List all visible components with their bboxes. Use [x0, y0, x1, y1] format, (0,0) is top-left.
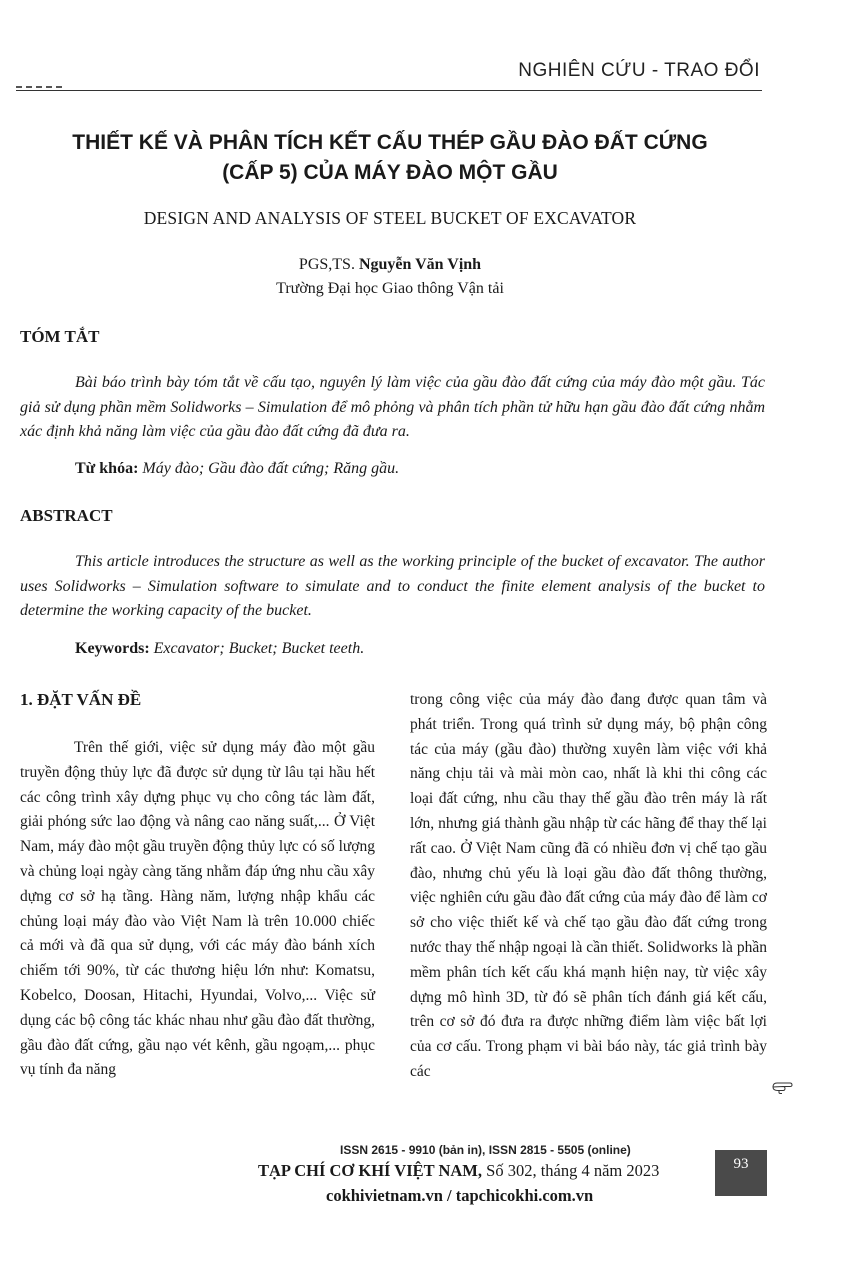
abstract-keywords: [75, 640, 364, 658]
tomtat-heading: TÓM TẮT: [20, 327, 100, 346]
section-label: NGHIÊN CỨU - TRAO ĐỔI: [518, 60, 760, 81]
tomtat-keywords-value: Máy đào; Gầu đào đất cứng; Răng gầu.: [142, 460, 400, 477]
abstract-heading: ABSTRACT: [20, 506, 113, 525]
article-title: [20, 128, 760, 188]
section-1-left-column: Trên thế giới, việc sử dụng máy đào một gầu truyền động thủy lực đã được sử dụng từ lâu tại hầu hết các công trình xây dựng phục vụ cho công tác làm đất, giải phóng sức lao động và nâng cao năng suất,... Ở Việt Nam, máy đào một gầu truyền động thủy lực có số lượng và chủng loại ngày càng tăng nhằm đáp ứng nhu cầu xây dựng cơ sở hạ tầng. Hàng năm, lượng nhập khẩu các chủng loại máy đào vào Việt Nam là trên 10.000 chiếc cả mới và đã qua sử dụng, với các máy đào bánh xích chiếm tới 90%, từ các thương hiệu lớn như: Komatsu, Kobelco, Doosan, Hitachi, Hyundai, Volvo,... Việc sử dụng các bộ công tác khác nhau như gầu đào đất thường, gầu đào đất cứng, gầu nạo vét kênh, gầu ngoạm,... phục vụ tính đa năng: [20, 739, 375, 1079]
abstract-keywords-value: Excavator; Bucket; Bucket teeth.: [153, 640, 365, 657]
author-prefix: PGS,TS.: [298, 256, 355, 273]
affiliation: Trường Đại học Giao thông Vận tải: [276, 280, 504, 297]
page-number: 93: [733, 1156, 749, 1172]
abstract-keywords-label: Keywords:: [75, 640, 150, 657]
footer-journal: [258, 1161, 659, 1181]
author-line: [20, 256, 760, 274]
header-rule: [16, 90, 762, 91]
tomtat-keywords: [75, 460, 399, 478]
footer-journal-name: TẠP CHÍ CƠ KHÍ VIỆT NAM,: [258, 1161, 483, 1180]
footer-websites: cokhivietnam.vn / tapchicokhi.com.vn: [326, 1186, 594, 1205]
page-number-box: [715, 1150, 767, 1196]
tomtat-body: Bài báo trình bày tóm tắt về cấu tạo, nguyên lý làm việc của gầu đào đất cứng của máy đào một gầu. Tác giả sử dụng phần mềm Solidworks – Simulation để mô phỏng và phân tích phần tử hữu hạn gầu đào đất cứng nhằm xác định khả năng làm việc của gầu đào đất cứng đã đưa ra.: [20, 374, 765, 440]
english-title: DESIGN AND ANALYSIS OF STEEL BUCKET OF EXCAVATOR: [143, 208, 637, 228]
author-name: Nguyễn Văn Vịnh: [358, 256, 482, 273]
title-line-1: THIẾT KẾ VÀ PHÂN TÍCH KẾT CẤU THÉP GẦU ĐÀO ĐẤT CỨNG: [72, 131, 708, 154]
section-1-right-column: trong công việc của máy đào đang được quan tâm và phát triển. Trong quá trình sử dụng máy, bộ phận công tác của máy (gầu đào) thường xuyên làm việc với khả năng chịu tải và mài mòn cao, nhất là khi thi công các loại đất cứng, nhu cầu thay thế gầu đào trên máy là rất lớn, nhưng giá thành gầu nhập từ các hãng để thay thế lại rất cao. Ở Việt Nam cũng đã có nhiều đơn vị chế tạo gầu đào, nhưng chủ yếu là loại gầu đào đất thông thường, việc nghiên cứu gầu đào đất cứng của máy đào để làm cơ sở cho việc thiết kế và chế tạo gầu đào đất cứng trong nước thay thế nhập ngoại là cần thiết. Solidworks là phần mềm phân tích kết cấu khá mạnh hiện nay, từ việc xây dựng mô hình 3D, từ đó sẽ phân tích đánh giá kết cấu, trên cơ sở đó đưa ra được những điểm làm việc bất lợi của cơ cấu. Trong phạm vi bài báo này, tác giả trình bày các: [410, 691, 767, 1080]
header-dash-decoration: [16, 86, 62, 88]
tomtat-keywords-label: Từ khóa:: [75, 460, 139, 477]
pointing-hand-icon: [772, 1080, 794, 1094]
abstract-body: This article introduces the structure as well as the working principle of the bucket of excavator. The author uses Solidworks – Simulation software to simulate and to conduct the finite element analysis of the bucket to determine the working capacity of the bucket.: [20, 553, 765, 619]
footer-issn: ISSN 2615 - 9910 (bản in), ISSN 2815 - 5505 (online): [340, 1143, 631, 1157]
section-1-heading: 1. ĐẶT VẤN ĐỀ: [20, 690, 142, 709]
footer-issue: Số 302, tháng 4 năm 2023: [486, 1161, 660, 1180]
title-line-2: (CẤP 5) CỦA MÁY ĐÀO MỘT GẦU: [222, 161, 558, 184]
